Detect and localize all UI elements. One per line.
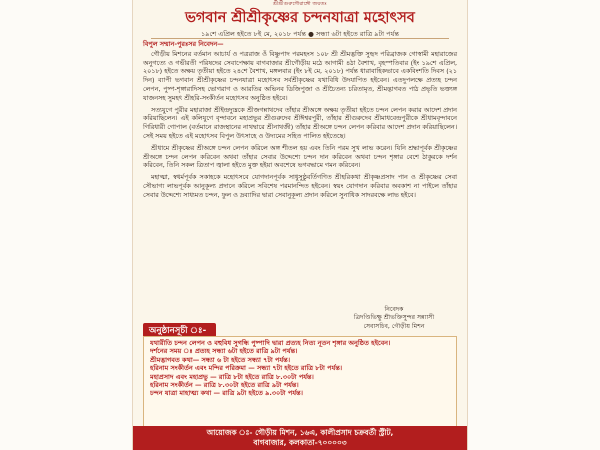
organizer-address-line1: আয়োজক ঃ- গৌড়ীয় মিশন, ১৬এ, কালীপ্রসাদ চক্রবর্তী স্ট্রীট, [206,428,394,437]
signoff-name: ত্রিদণ্ডিভিক্ষু শ্রীভক্তিসুন্দর সন্ন্যাসী [353,314,435,322]
poster-frame [132,0,468,450]
signoff-designation: সেবাসচিব, গৌড়ীয় মিশন [363,322,425,330]
schedule-item: শ্রীমদ্ভাগবত কথা— সন্ধ্যা ৬ টা হইতে সন্ধ্যা ৭টা পর্যন্ত। [150,355,291,364]
signoff-block [335,306,453,331]
body-paragraph-2: সত্যযুগে পুরীর মহারাজা শ্রীইন্দ্রদ্যুম্নকে শ্রীজগন্নাথদেব তাঁহার শ্রীঅঙ্গে অক্ষয় তৃতীয়া হইতে চন্দন লেপন করার আদেশ প্রদান করিয়াছিলেন। এই কলিযুগে বৃন্দাবনে মহাপ্রভুর শ্রীগুরুদেব শ্রীঈশ্বরপুরী, তাঁহার শ্রীগুরুদেব শ্রীমাধবেন্দ্রপুরীকে শ্রীধামবৃন্দাবনে গিরিধারী গোপাল (বর্তমানে রাজস্থানের নাথদ্বারে শ্রীনাথজী) তাঁহার শ্রীঅঙ্গে চন্দন লেপন করিবার আদেশ প্রদান করিয়াছিলেন। সেই সময় হইতে এই মহোৎসব বিপুল উৎসাহে ও উদ্যমের সহিত পালিত হইতেছে। [143,105,457,140]
schedule-item: মহাপ্রসাদ এবং মহাপ্রভু — রাত্রি ৮টা হইতে রাত্রি ৮.৩০টা পর্যন্ত। [150,372,314,381]
salutation: বিপুল সম্মান-পুরঃসর নিবেদন— [143,40,224,48]
organizer-address-line2: বাগবাজার, কলকাতা-৭০০০০৩ [253,438,347,447]
organizer-footer [133,426,467,450]
header-divider [151,38,449,39]
schedule-title: অনুষ্ঠানসূচী ঃ- [143,323,216,339]
top-invocation: শ্রীশ্রীগুরুগৌরাঙ্গৌ জয়তঃ [273,1,327,7]
festival-dates: ১৯শে এপ্রিল হইতে ৮ই মে, ২০১৮ পর্যন্ত ● সন্ধ্যা ৬টা হইতে রাত্রি ৯টা পর্যন্ত [200,30,399,38]
schedule-item: চন্দন যাত্রা মাহাত্ম্য কথা — রাত্রি ৯টা হইতে ৯.৩০টা পর্যন্ত। [150,389,303,398]
schedule-item: হরিনাম সংকীর্তন এবং মন্দির পরিক্রমা — সন্ধ্যা ৭টা হইতে রাত্রি ৮টা পর্যন্ত। [150,364,343,373]
schedule-item: যথারীতি চন্দন লেপন ও বহুবিধ সুগন্ধি পুষ্পাদি দ্বারা প্রত্যহ নিত্য নূতন শৃঙ্গার অনুষ্ঠিত হইবেন। [150,339,391,347]
invitation-body [143,40,457,203]
schedule-box [143,336,457,428]
schedule-item: দর্শনের সময় ঃ প্রত্যহ সন্ধ্যা ৬টা হইতে রাত্রি ৯টা পর্যন্ত। [150,347,298,356]
signoff-label: নিবেদক [384,306,404,313]
body-paragraph-1: গৌড়ীয় মিশনের বর্তমান আচার্য ও পত্ররাজ ওঁ বিষ্ণুপাদ পরমহংস ১০৮ শ্রী শ্রীমদ্ভক্তি সুহৃদ পরিব্রাজক গোস্বামী মহারাজের অনুগত্যে ও গভীরতী পরিষদের সেবাপেক্ষায় বাগবাজার শ্রীগৌড়ীয় মঠে আগামী ৪ঠা বৈশাখ, বৃহস্পতিবার (ইং ১৯শে এপ্রিল, ২০১৮) হইতে অক্ষয় তৃতীয়া হইতে ২৪শে বৈশাখ, মঙ্গলবার (ইং ৮ই মে, ২০১৮) পর্যন্ত ধারাবাহিকভাবে একবিংশতি দিবস (২১ দিন) ব্যাপী ভগবান শ্রীশ্রীকৃষ্ণের চন্দনযাত্রা মহোৎসব সর্বশ্রীকৃষ্ণের যথাবিধি উদযাপিত হইবেন। এতদুপলক্ষে প্রত্যহ চন্দন লেপন, পুষ্প-শৃঙ্গারাদিসহ ভোগরাগ ও আরতির অভিনব ডিজিপুজা ও শ্রীচৈতন্য চরিতামৃত, শ্রীমদ্ভাগবত পাঠ প্রভৃতি ভক্ত্যঙ্গ যাজনসহ সুমহৎ শ্রীহরি-সংকীর্তন মহোৎসব অনুষ্ঠিত হইবে। [143,49,457,102]
body-paragraph-4: মহাত্মা, স্বধর্মপূর্বক সকাহকে মহোৎসবে যোগদানপূর্বক সাধুসুষ্ঠুবর্তিগণিত শ্রীহরিকথা শ্রীকৃষ্ণপ্রসাদ পান ও শ্রীকৃষ্ণের সেবা সৌভাগ্য লাভপূর্বক আনুকূল্য প্রদানে করিলে সবিশেষ পরমানন্দিত হইবেন। স্বয়ং যোগদান করিবার অবকাশ না পাইলে তাঁহার সেবার উদ্দেশ্যে সাধ্যমত চন্দন, ফুল ও দ্রব্যাদির দ্বারা সেবানুকূল্য প্রদান করিলে সুনাধিক সাদরবক্ষে লাভ হইবে। [143,173,457,199]
schedule-item: হরিনাম সংকীর্তন — রাত্রি ৮.৩০টা হইতে রাত্রি ৯টা পর্যন্ত। [150,381,299,390]
festival-title: ভগবান শ্রীশ্রীকৃষ্ণের চন্দনযাত্রা মহোৎসব [185,10,415,26]
body-paragraph-3: শ্রীধামে শ্রীকৃষ্ণের শ্রীঅঙ্গে চন্দন লেপন করিলে অঙ্গ শীতল হয় এবং তিনি পরম সুখ লাভ করেন। যিনি শ্রদ্ধাপূর্বক শ্রীকৃষ্ণের শ্রীঅঙ্গে চন্দন লেপন করিবেন অথবা তাঁহার সেবার উদ্দেশ্যে চন্দন দান করিবেন অথবা চন্দন শৃঙ্গার বেশে ঠাকুরকে দর্শন করিবেন, তিনি সকল ত্রিতাপ জ্বালা হইতে মুক্ত হইয়া অবশেষে ভগবদ্ধামে গমন করিবেন। [143,143,457,170]
